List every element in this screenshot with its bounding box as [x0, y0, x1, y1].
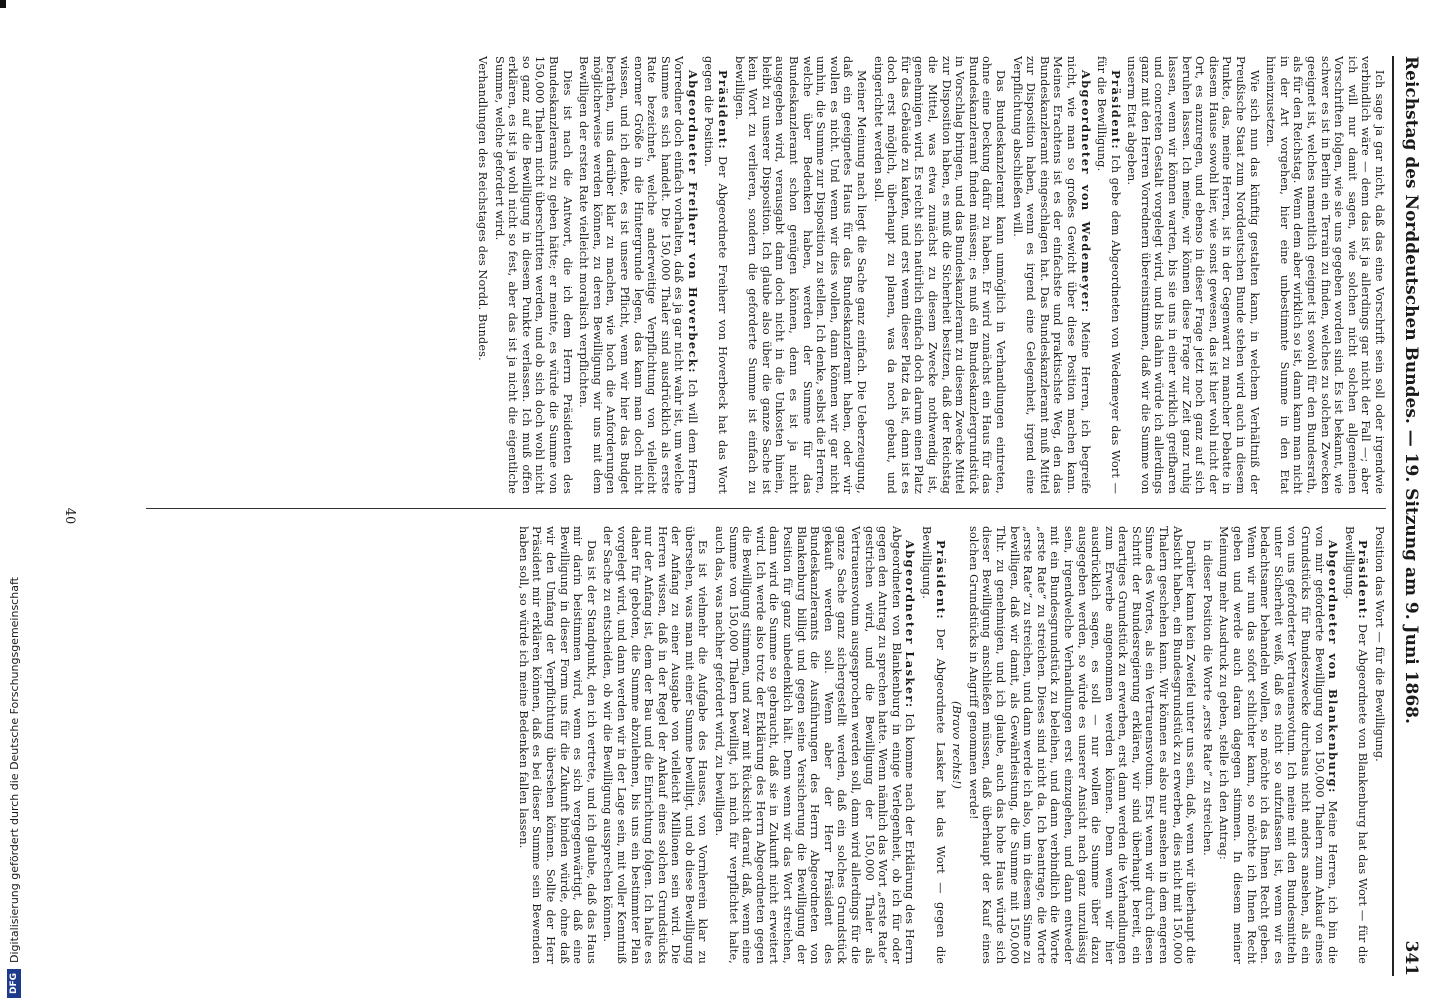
footer-note: Verhandlungen des Reichstages des Nordd. Bundes. [476, 56, 489, 361]
speaker-label: Abgeordneter von Wedemeyer: [1078, 70, 1093, 314]
speaker-label: Präsident: [1108, 70, 1123, 151]
speaker-label: Abgeordneter Freiherr von Hoverbeck: [685, 70, 700, 374]
page-title: Reichstag des Norddeutschen Bundes. — 19. Sitzung am 9. Juni 1868. [1401, 56, 1421, 724]
paragraph: Der Abgeordnete von Blankenburg hat das Wort — für die Bewilligung. [1342, 526, 1370, 964]
paragraph: Dies ist nach die Antwort, die ich dem Herrn Präsidenten des Bundeskanzleramts zu geben hätte; er meinte, es würde die Summe von 150,000 Thalern nicht überschritten werden, und ob sich doch wohl nicht so ganz auf die Bewilligung in diesem Punkte verlassen. Ich muß offen erklären, es ist ja wohl nicht so fest, aber das ist ja nicht die eigentliche Summe, welche gefordert wird. [492, 56, 574, 494]
paragraph: Wie sich nun das künftig gestalten kann, in welchem Verhältniß der Preußische Staat zum Norddeutschen Bunde stehen wird auch in diesem Punkte, das, meine Herren, ist in der Gegenwart zu mancher Debatte in diesem Hause sowohl hier, wie sonst gewesen, das ist hier wohl nicht der Ort, es anzuregen, und ebenso in dieser Frage jetzt noch ganz auf sich beruhen lassen. Ich meine, wir können diese Frage zur Zeit ganz ruhig lassen, wenn wir können warten, bis sie uns in einer wirklich greifbaren und concreten Gestalt vorgelegt wird, und bis dahin würde ich allerdings ganz mit den Herren Vorrednern übereinstimmen, daß wir die Summe von unserm Etat abgeben. [1125, 56, 1261, 494]
speaker-label: Präsident: [1356, 540, 1371, 621]
paragraph: in dieser Position die Worte „erste Rate“ zu streichen. [1200, 540, 1214, 856]
paragraph: Position das Wort — für die Bewilligung. [1373, 526, 1386, 762]
paragraph: Meiner Meinung nach liegt die Sache ganz einfach. Die Ueberzeugung, daß ein geeignetes Haus für das Bundeskanzleramt haben, oder wir wollen es nicht. Und wenn wir dies wollen, dann können wir gar nicht umhin, die Summe zur Disposition zu stellen. Ich denke, selbst die Herren, welche über Bedenken haben, werden der Summe für das Bundeskanzleramt schon genügen können, denn es ist ja nicht ausgegeben wird, verausgabt dann doch nicht in die Unkosten hinein, bleibt zu unserer Disposition. Ich glaube also über die ganze Sache ist kein Wort zu verlieren, sondern die geforderte Summe ist einfach zu bewilligen. [732, 56, 869, 494]
paragraph: Ich komme nach der Erklärung des Herrn Abgeordneten von Blankenburg in einige Verlegenheit, ob ich für oder gegen den Antrag zu sprechen hatte. Wenn nämlich das Wort „erste Rate“ gestrichen wird, und die Bewilligung der 150,000 Thaler als Vertrauensvotum ausgesprochen werden soll, dann wird allerdings für die ganze Sache ganz sichergestellt werden, daß ein solches Grundstück gekauft werden soll. Wenn aber der Herr Präsident des Bundeskanzleramts die Ausführungen des Herrn Abgeordneten von Blankenburg billigt und gegen seine Versicherung die Bewilligung der Position für ganz unbedenklich hält. Denn wenn wir das Wort streichen, dann wird die Summe so gebraucht, daß sie in Zukunft nicht erweitert wird. Ich werde also trotz der Erklärung des Herrn Abgeordneten gegen die Bewilligung stimmen, und zwar mit Rücksicht darauf, daß, wenn eine Summe von 150,000 Thalern bewilligt, ich mich für verpflichtet halte, auch das, was nachher gefordert wird, zu bewilligen. [713, 526, 917, 964]
paragraph: Ich gebe dem Abgeordneten von Wedemeyer das Wort — für die Bewilligung. [1095, 56, 1122, 494]
paragraph: Der Abgeordnete Lasker hat das Wort — gegen die Bewilligung. [920, 526, 947, 964]
paragraph: Darüber kann kein Zweifel unter uns sein, daß, wenn wir überhaupt die Absicht haben, ein Bundesgrundstück zu erwerben, dies nicht mit 150,000 Thalern geschehen kann. Wir können es also nur ansehen in dem engeren Sinne des Wortes, als ein Vertrauensvotum. Erst wenn wir durch diesen Schritt der Bundesregierung erklären, wir sind überhaupt bereit, ein derartiges Grundstück zu erwerben, erst dann werden die Verhandlungen zum Erwerbe angenommen werden können. Denn wenn wir hier ausdrücklich sagen, es soll — nur wollen die Summe über dazu ausgegeben werden, so würde es unserer Ansicht nach ganz unzulässig sein, irgendwelche Verhandlungen erst einzugehen, und dann entweder mit ein Bundesgrundstück zu beleihen, und dann verbindlich die Worte „erste Rate“ zu streichen. Dieses sind nicht da. Ich beantrage, die Worte „erste Rate“ zu streichen, und dann werde ich also, um in diesem Sinne zu bewilligen, daß wir damit, als Gewährleistung, die Summe mit 150,000 Thlr. zu genehmigen, und ich glaube, auch das hohe Haus würde sich dieser Bewilligung anschließen müssen, daß überhaupt der Kauf eines solchen Grundstücks in Angriff genommen werde! [966, 526, 1198, 964]
page-number: 341 [1401, 940, 1421, 976]
paragraph: Meine Herren, ich begreife nicht, wie man so großes Gewicht über diese Position machen kann. Meines Erachtens ist es der einfachste und praktischste Weg, den das Bundeskanzleramt eingeschlagen hat. Das Bundeskanzleramt muß Mittel zur Disposition haben, wenn es irgend eine Gelegenheit, irgend eine Verpflichtung abschließen will. [1010, 56, 1092, 494]
dfg-logo: DFG [7, 969, 21, 998]
speaker-label: Abgeordneter von Blankenburg: [1326, 540, 1341, 794]
column-divider [146, 508, 1386, 509]
paragraph: Das ist der Standpunkt, den ich vertrete, und ich glaube, daß das Haus mir darin beistimmen wird, wenn es sich vergegenwärtigt, daß eine Bewilligung in dieser Form uns für die Zukunft binden würde, ohne daß wir den Umfang der Verpflichtung übersehen können. Sollte der Herr Präsident mir erklären können, daß es bei dieser Summe sein Bewenden haben soll, so würde ich meine Bedenken fallen lassen. [516, 526, 598, 964]
page-header [1395, 56, 1425, 976]
right-column [286, 526, 1386, 964]
paragraph: Ich sage ja gar nicht, daß das eine Vorschrift sein soll oder irgendwie verbindlich wäre — denn das ist ja allerdings gar nicht der Fall —; aber ich will nur damit sagen, wie solchen nicht solchen allgemeinen Vorschriften folgen, wie sie uns gegeben worden sind. Es ist bekannt, wie schwer es ist in Berlin ein Terrain zu finden, welches zu solchen Zwecken geeignet ist, welches namentlich geeignet ist sowohl für den Bundesrath, als für den Reichstag. Wenn dem aber wirklich so ist, dann kann man nicht in der Art vorgehen, hier eine unbestimmte Summe in den Etat hineinzusetzen. [1264, 56, 1386, 494]
paragraph: Das Bundeskanzleramt kann unmöglich in Verhandlungen eintreten, ohne eine Deckung dafür zu haben. Er wird zunächst ein Haus für das Bundeskanzleramt finden müssen; es muß ein Bundeskanzlergrundstück in Vorschlag bringen, und das Bundeskanzleramt zu diesem Zwecke Mittel zur Disposition haben, es muß die Sicherheit besitzen, daß der Reichstag die Mittel, was etwa zunächst zu diesem Zwecke nothwendig ist, genehmigen wird. Es reicht sich natürlich einfach doch darum einen Platz für das Gebäude zu kaufen, und erst wenn dieser Platz da ist, dann ist es doch erst möglich, überhaupt zu planen, was da noch gebaut, und eingerichtet werden soll. [871, 56, 1007, 494]
signature-mark: 40 [62, 507, 77, 525]
speaker-label: Präsident: [716, 70, 731, 151]
speaker-label: Abgeordneter Lasker: [903, 540, 918, 709]
paragraph: Der Abgeordnete Freiherr von Hoverbeck hat das Wort gegen die Position. [702, 56, 730, 494]
header-rule [1392, 56, 1394, 976]
paragraph: Es ist vielmehr die Aufgabe des Hauses, von Vornherein klar zu übersehen, was man mit einer Summe bewilligt, und ob diese Bewilligung der Anfang zu einer Ausgabe von vielleicht Millionen sein wird. Die Herren wissen, daß in der Regel der Ankauf eines solchen Grundstücks nur der Anfang ist, dem der Bau und die Einrichtung folgen. Ich halte es daher für geboten, die Summe abzulehnen, bis uns ein bestimmter Plan vorgelegt wird, und dann werden wir in der Lage sein, mit voller Kenntniß der Sache zu entscheiden, ob wir die Bewilligung aussprechen können. [601, 526, 710, 964]
applause-note: (Bravo rechts!) [950, 700, 964, 790]
speaker-label: Präsident: [933, 540, 948, 621]
paragraph: Meine Herren, ich bin die von mir geforderte Bewilligung von 150,000 Thalern zum Ankauf eines Grundstücks für Bundeszwecke durchaus nicht anders ansehen, als ein von uns geforderter Vertrauensvotum. Ich meine mit den Bundesmitteln unter Sicherheit weiß, daß es nicht so aufzufassen ist, wenn wir es bedachtsamer behandeln wollen, so möchte ich das Ihnen Recht geben. Wenn wir nun das sofort schlichter kann, so möchte ich Ihnen Recht geben und werde auch daran dagegen stimmen. In diesem meiner Meinung mehr Ausdruck zu geben, stelle ich den Antrag: [1217, 526, 1340, 964]
left-column [286, 56, 1386, 494]
paragraph: Ich will dem Herrn Vorredner doch einfach vorhalten, daß es ja gar nicht wahr ist, um welche Summe es sich handelt. Die 150,000 Thaler sind ausdrücklich als erste Rate bezeichnet, welche anderweitige Verpflichtung von vielleicht enormer Größe in die Hintergrunde legen, das kann man doch nicht wissen, und ich denke, es ist unsere Pflicht, wenn wir hier das Budget berathen, uns darüber klar zu machen, wie hoch die Anforderungen möglicherweise werden können, zu deren Bewilligung wir uns mit dem Bewilligen der ersten Rate vielleicht moralisch verpflichten. [577, 56, 699, 495]
credit-text: Digitalisierung gefördert durch die Deutsche Forschungsgemeinschaft [7, 577, 21, 963]
